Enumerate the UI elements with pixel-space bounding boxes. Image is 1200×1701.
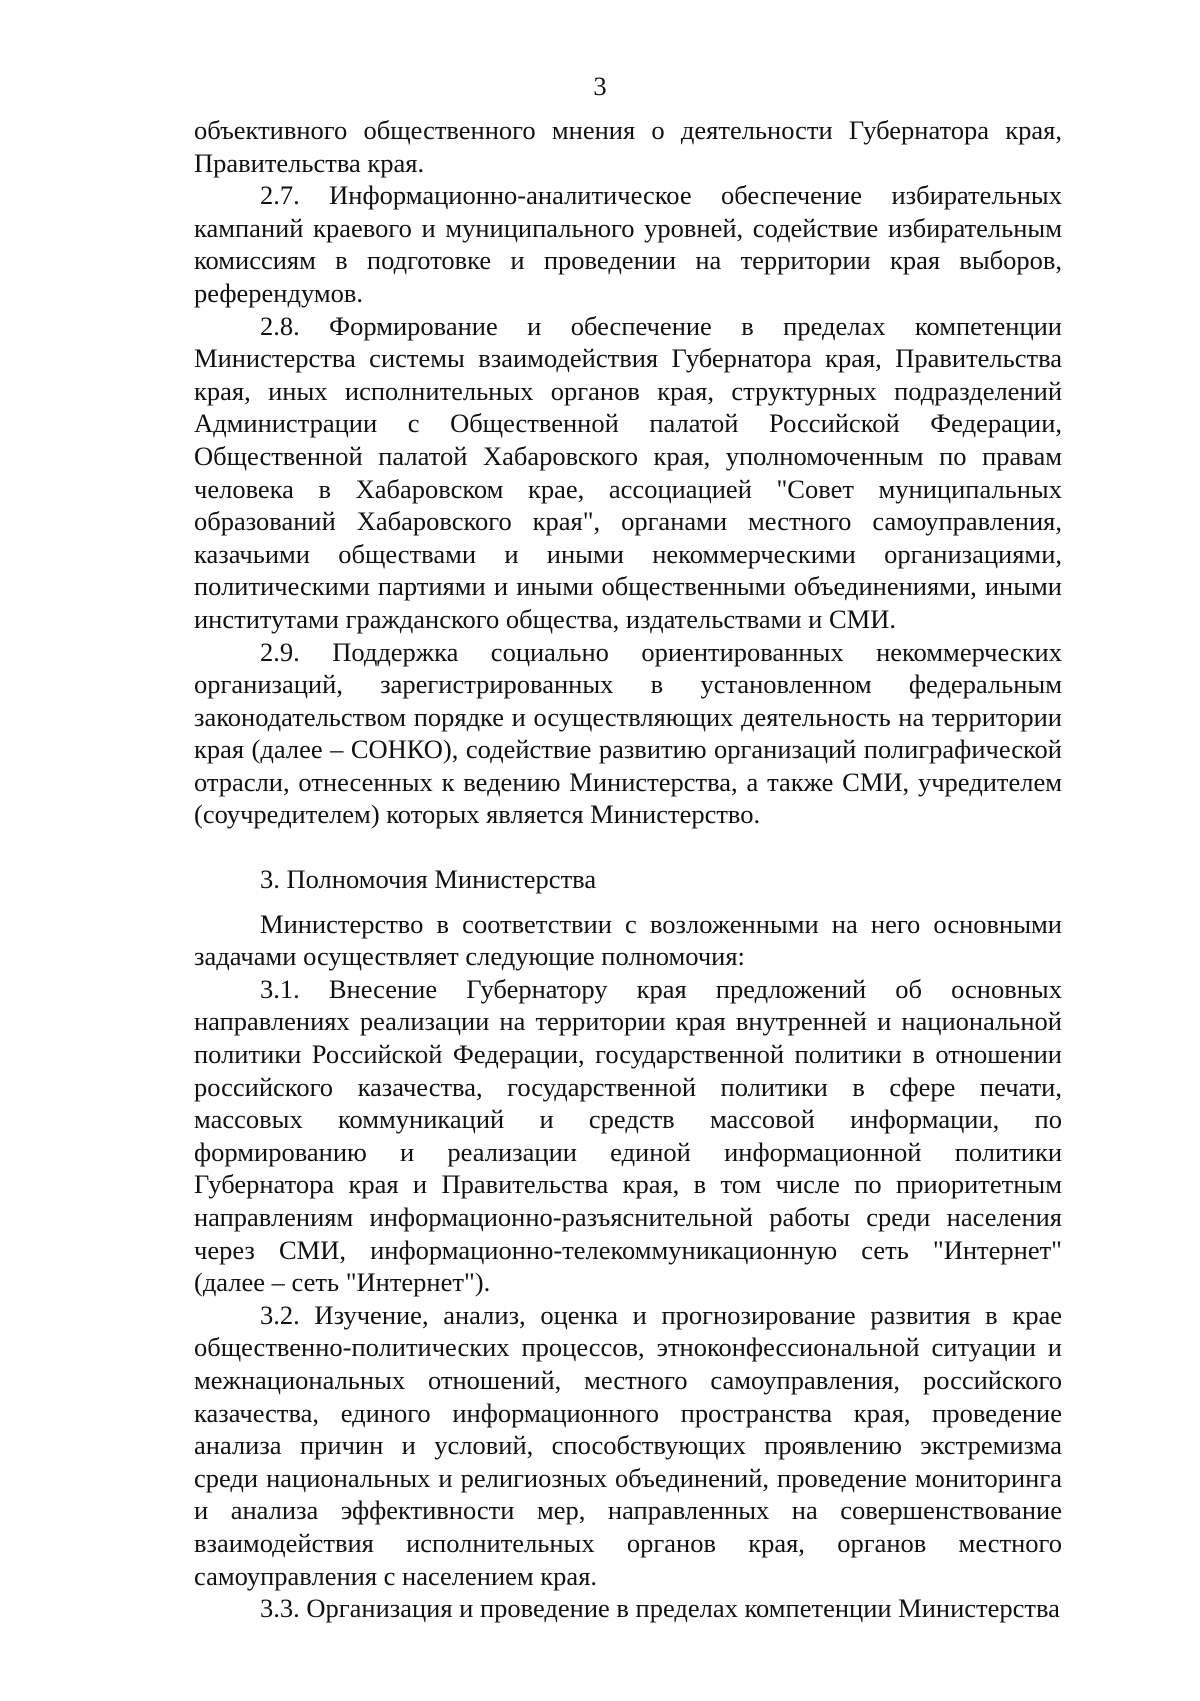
paragraph-3-intro: Министерство в соответствии с возложенными на него основными задачами осуществляет следующие полномочия: — [194, 908, 1062, 972]
paragraph-3-3: 3.3. Организация и проведение в пределах компетенции Министерства — [260, 1593, 1060, 1624]
paragraph-2-8: 2.8. Формирование и обеспечение в пределах компетенции Министерства системы взаимодействия Губернатора края, Правительства края, иных исполнительных органов края, структурных подразделений Администрации с Общественной палатой Российской Федерации, Общественной палатой Хабаровского края, уполномоченным по правам человека в Хабаровском крае, ассоциацией "Совет муниципальных образований Хабаровского края", органами местного самоуправления, казачьими обществами и иными некоммерческими организациями, политическими партиями и иными общественными объединениями, иными институтами гражданского общества, издательствами и СМИ. — [194, 310, 1062, 634]
section-3-heading: 3. Полномочия Министерства — [260, 864, 597, 895]
paragraph-3-1: 3.1. Внесение Губернатору края предложений об основных направлениях реализации на территории края внутренней и национальной политики Российской Федерации, государственной политики в отношении российского казачества, государственной политики в сфере печати, массовых коммуникаций и средств массовой информации, по формированию и реализации единой информационной политики Губернатора края и Правительства края, в том числе по приоритетным направлениям информационно-разъяснительной работы среди населения через СМИ, информационно-телекоммуникационную сеть "Интернет" (далее – сеть "Интернет"). — [194, 973, 1062, 1298]
paragraph-2-7: 2.7. Информационно-аналитическое обеспечение избирательных кампаний краевого и муниципального уровней, содействие избирательным комиссиям в подготовке и проведении на территории края выборов, референдумов. — [194, 180, 1062, 308]
page-number: 3 — [593, 71, 607, 101]
paragraph-2-9: 2.9. Поддержка социально ориентированных некоммерческих организаций, зарегистрированных в установленном федеральным законодательством порядке и осуществляющих деятельность на территории края (далее – СОНКО), содействие развитию организаций полиграфической отрасли, отнесенных к ведению Министерства, а также СМИ, учредителем (соучредителем) которых является Министерство. — [194, 636, 1062, 830]
paragraph-continuation: объективного общественного мнения о деятельности Губернатора края, Правительства края. — [194, 115, 1062, 178]
document-body — [194, 114, 1062, 1625]
paragraph-3-2: 3.2. Изучение, анализ, оценка и прогнозирование развития в крае общественно-политических процессов, этноконфессиональной ситуации и межнациональных отношений, местного самоуправления, российского казачества, единого информационного пространства края, проведение анализа причин и условий, способствующих проявлению экстремизма среди национальных и религиозных объединений, проведение мониторинга и анализа эффективности мер, направленных на совершенствование взаимодействия исполнительных органов края, органов местного самоуправления с населением края. — [194, 1299, 1062, 1591]
